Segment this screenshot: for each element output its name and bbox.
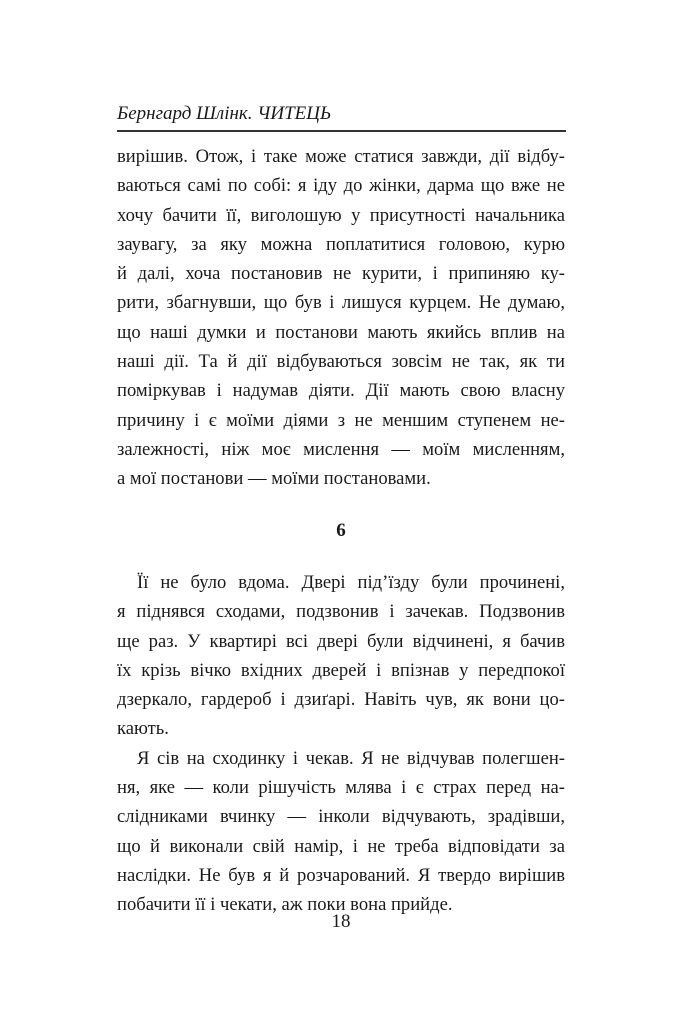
text-line: залежності, ніж моє мислення — моїм мисленням,	[117, 438, 565, 460]
text-line: що й виконали свій намір, і не треба відповідати за	[117, 835, 565, 857]
text-line: ще раз. У квартирі всі двері були відчинені, я бачив	[117, 630, 565, 652]
header-rule	[117, 130, 566, 132]
text-line: їх крізь вічко вхідних дверей і впізнав у передпокої	[117, 659, 565, 681]
text-line: причину і є моїми діями з не меншим ступенем не-	[117, 409, 565, 431]
chapter-body	[117, 568, 565, 920]
text-line: дзеркало, гардероб і дзиґарі. Навіть чув, як вони цо-	[117, 689, 565, 711]
chapter-number: 6	[336, 520, 346, 541]
text-line: наші дії. Та й дії відбуваються зовсім не так, як ти	[117, 351, 565, 373]
running-header: Бернгард Шлінк. ЧИТЕЦЬ	[117, 103, 332, 124]
text-line: що наші думки и постанови мають якийсь вплив на	[117, 321, 565, 343]
text-line: ня, яке — коли рішучість млява і є страх перед на-	[117, 777, 565, 799]
text-line: хочу бачити її, виголошую у присутності начальника	[117, 204, 565, 226]
text-line: Я сів на сходинку і чекав. Я не відчував полегшен-	[137, 747, 565, 769]
text-line: рити, збагнувши, що був і лишуся курцем. Не думаю,	[117, 292, 565, 314]
text-line: я піднявся сходами, подзвонив і зачекав. Подзвонив	[117, 601, 565, 623]
text-line: наслідки. Не був я й розчарований. Я твердо вирішив	[117, 864, 565, 886]
text-line: й далі, хоча постановив не курити, і припиняю ку-	[117, 263, 565, 285]
text-line: слідниками вчинку — інколи відчувають, зрадівши,	[117, 806, 565, 828]
text-line: вирішив. Отож, і таке може статися завжди, дії відбу-	[117, 146, 565, 167]
text-line: заувагу, за яку можна поплатитися головою, курю	[117, 233, 565, 255]
text-line: поміркував і надумав діяти. Дії мають свою власну	[117, 380, 565, 402]
paragraph-continued	[117, 142, 565, 494]
text-line: побачити її і чекати, аж поки вона прийде.	[117, 894, 453, 916]
text-line: а мої постанови — моїми постановами.	[117, 468, 431, 490]
text-line: ваються самі по собі: я іду до жінки, дарма що вже не	[117, 175, 565, 197]
text-line: кають.	[117, 718, 169, 740]
page-number: 18	[331, 911, 351, 932]
text-line: Її не було вдома. Двері під’їзду були прочинені,	[137, 572, 565, 593]
